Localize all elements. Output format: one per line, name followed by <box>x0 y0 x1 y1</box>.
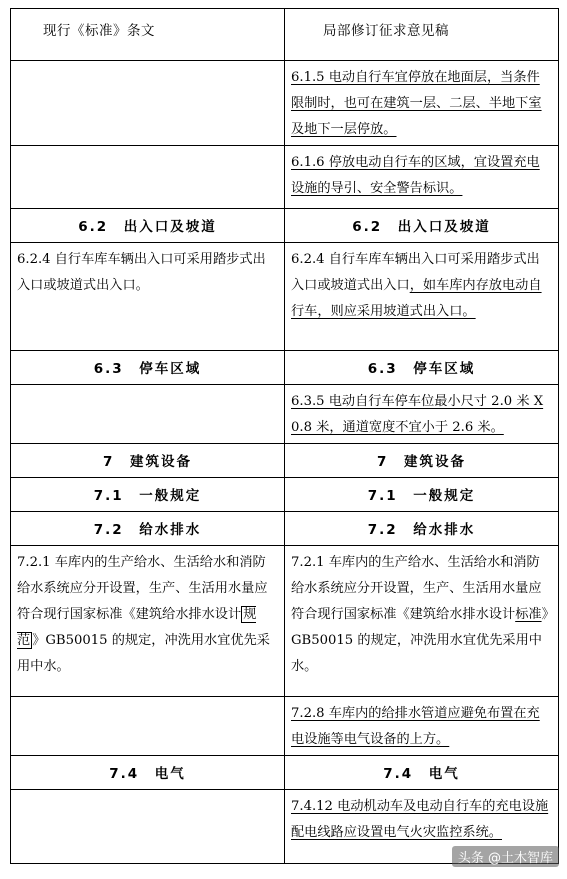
table-header-row <box>11 9 559 61</box>
cell-clause-7-2-8 <box>285 697 559 756</box>
table-row <box>11 243 559 351</box>
table-row <box>11 61 559 146</box>
original-text: 》GB50015 的规定，冲洗用水宜优先采用中水。 <box>291 607 549 674</box>
section-heading-right: 6.2 出入口及坡道 <box>285 209 559 243</box>
added-text: 标准 <box>515 607 542 622</box>
added-text: 6.1.5 电动自行车宜停放在地面层，当条件限制时，也可在建筑一层、二层、半地下室及地下一层停放。 <box>291 70 542 137</box>
added-text: 6.3.5 电动自行车停车位最小尺寸 2.0 米 X 0.8 米，通道宽度不宜小于 2.6 米。 <box>291 394 544 435</box>
cell-clause-6-2-4-current: 6.2.4 自行车库车辆出入口可采用踏步式出入口或坡道式出入口。 <box>11 243 285 351</box>
table-row <box>11 546 559 697</box>
section-heading-right: 7.2 给水排水 <box>285 512 559 546</box>
header-revision-draft: 局部修订征求意见稿 <box>285 9 559 61</box>
section-heading-left: 7 建筑设备 <box>11 444 285 478</box>
section-row-6-3 <box>11 351 559 385</box>
section-heading-right: 7 建筑设备 <box>285 444 559 478</box>
section-heading-right: 6.3 停车区域 <box>285 351 559 385</box>
section-row-7-4 <box>11 756 559 790</box>
original-text: 》GB50015 的规定，冲洗用水宜优先采用中水。 <box>17 633 270 674</box>
header-current-standard: 现行《标准》条文 <box>11 9 285 61</box>
cell-clause-6-1-6 <box>285 146 559 209</box>
table-row <box>11 146 559 209</box>
cell-clause-7-2-1-current <box>11 546 285 697</box>
original-text: 7.2.1 车库内的生产给水、生活给水和消防给水系统应分开设置，生产、生活用水量应符合现行国家标准《建筑给水排水设计 <box>17 555 268 622</box>
cell-empty <box>11 385 285 444</box>
cell-clause-6-1-5 <box>285 61 559 146</box>
table-row <box>11 385 559 444</box>
cell-empty <box>11 697 285 756</box>
section-heading-left: 7.2 给水排水 <box>11 512 285 546</box>
cell-clause-7-2-1-revised <box>285 546 559 697</box>
section-row-7 <box>11 444 559 478</box>
section-heading-right: 7.4 电气 <box>285 756 559 790</box>
section-heading-left: 7.4 电气 <box>11 756 285 790</box>
section-heading-left: 7.1 一般规定 <box>11 478 285 512</box>
section-row-7-1 <box>11 478 559 512</box>
original-text: 6.2.4 自行车库车辆出入口可采用踏步式出入口或坡道式出入口 <box>291 252 540 293</box>
added-text: 7.2.8 车库内的给排水管道应避免布置在充电设施等电气设备的上方。 <box>291 706 540 747</box>
section-heading-left: 6.3 停车区域 <box>11 351 285 385</box>
cell-empty <box>11 61 285 146</box>
section-heading-right: 7.1 一般规定 <box>285 478 559 512</box>
section-row-6-2 <box>11 209 559 243</box>
cell-empty <box>11 790 285 864</box>
boxed-text: 规范 <box>17 607 257 648</box>
original-text: 7.2.1 车库内的生产给水、生活给水和消防给水系统应分开设置，生产、生活用水量应符合现行国家标准《建筑给水排水设计 <box>291 555 542 622</box>
cell-clause-6-2-4-revised <box>285 243 559 351</box>
table-row <box>11 697 559 756</box>
section-heading-left: 6.2 出入口及坡道 <box>11 209 285 243</box>
watermark: 头条 @土木智库 <box>452 846 559 867</box>
added-text: 7.4.12 电动机动车及电动自行车的充电设施配电线路应设置电气火灾监控系统。 <box>291 799 549 840</box>
cell-clause-6-3-5 <box>285 385 559 444</box>
section-row-7-2 <box>11 512 559 546</box>
added-text: ，如车库内存放电动自行车，则应采用坡道式出入口。 <box>291 278 542 319</box>
added-text: 6.1.6 停放电动自行车的区域，宜设置充电设施的导引、安全警告标识。 <box>291 155 540 196</box>
cell-empty <box>11 146 285 209</box>
comparison-table <box>10 8 559 864</box>
